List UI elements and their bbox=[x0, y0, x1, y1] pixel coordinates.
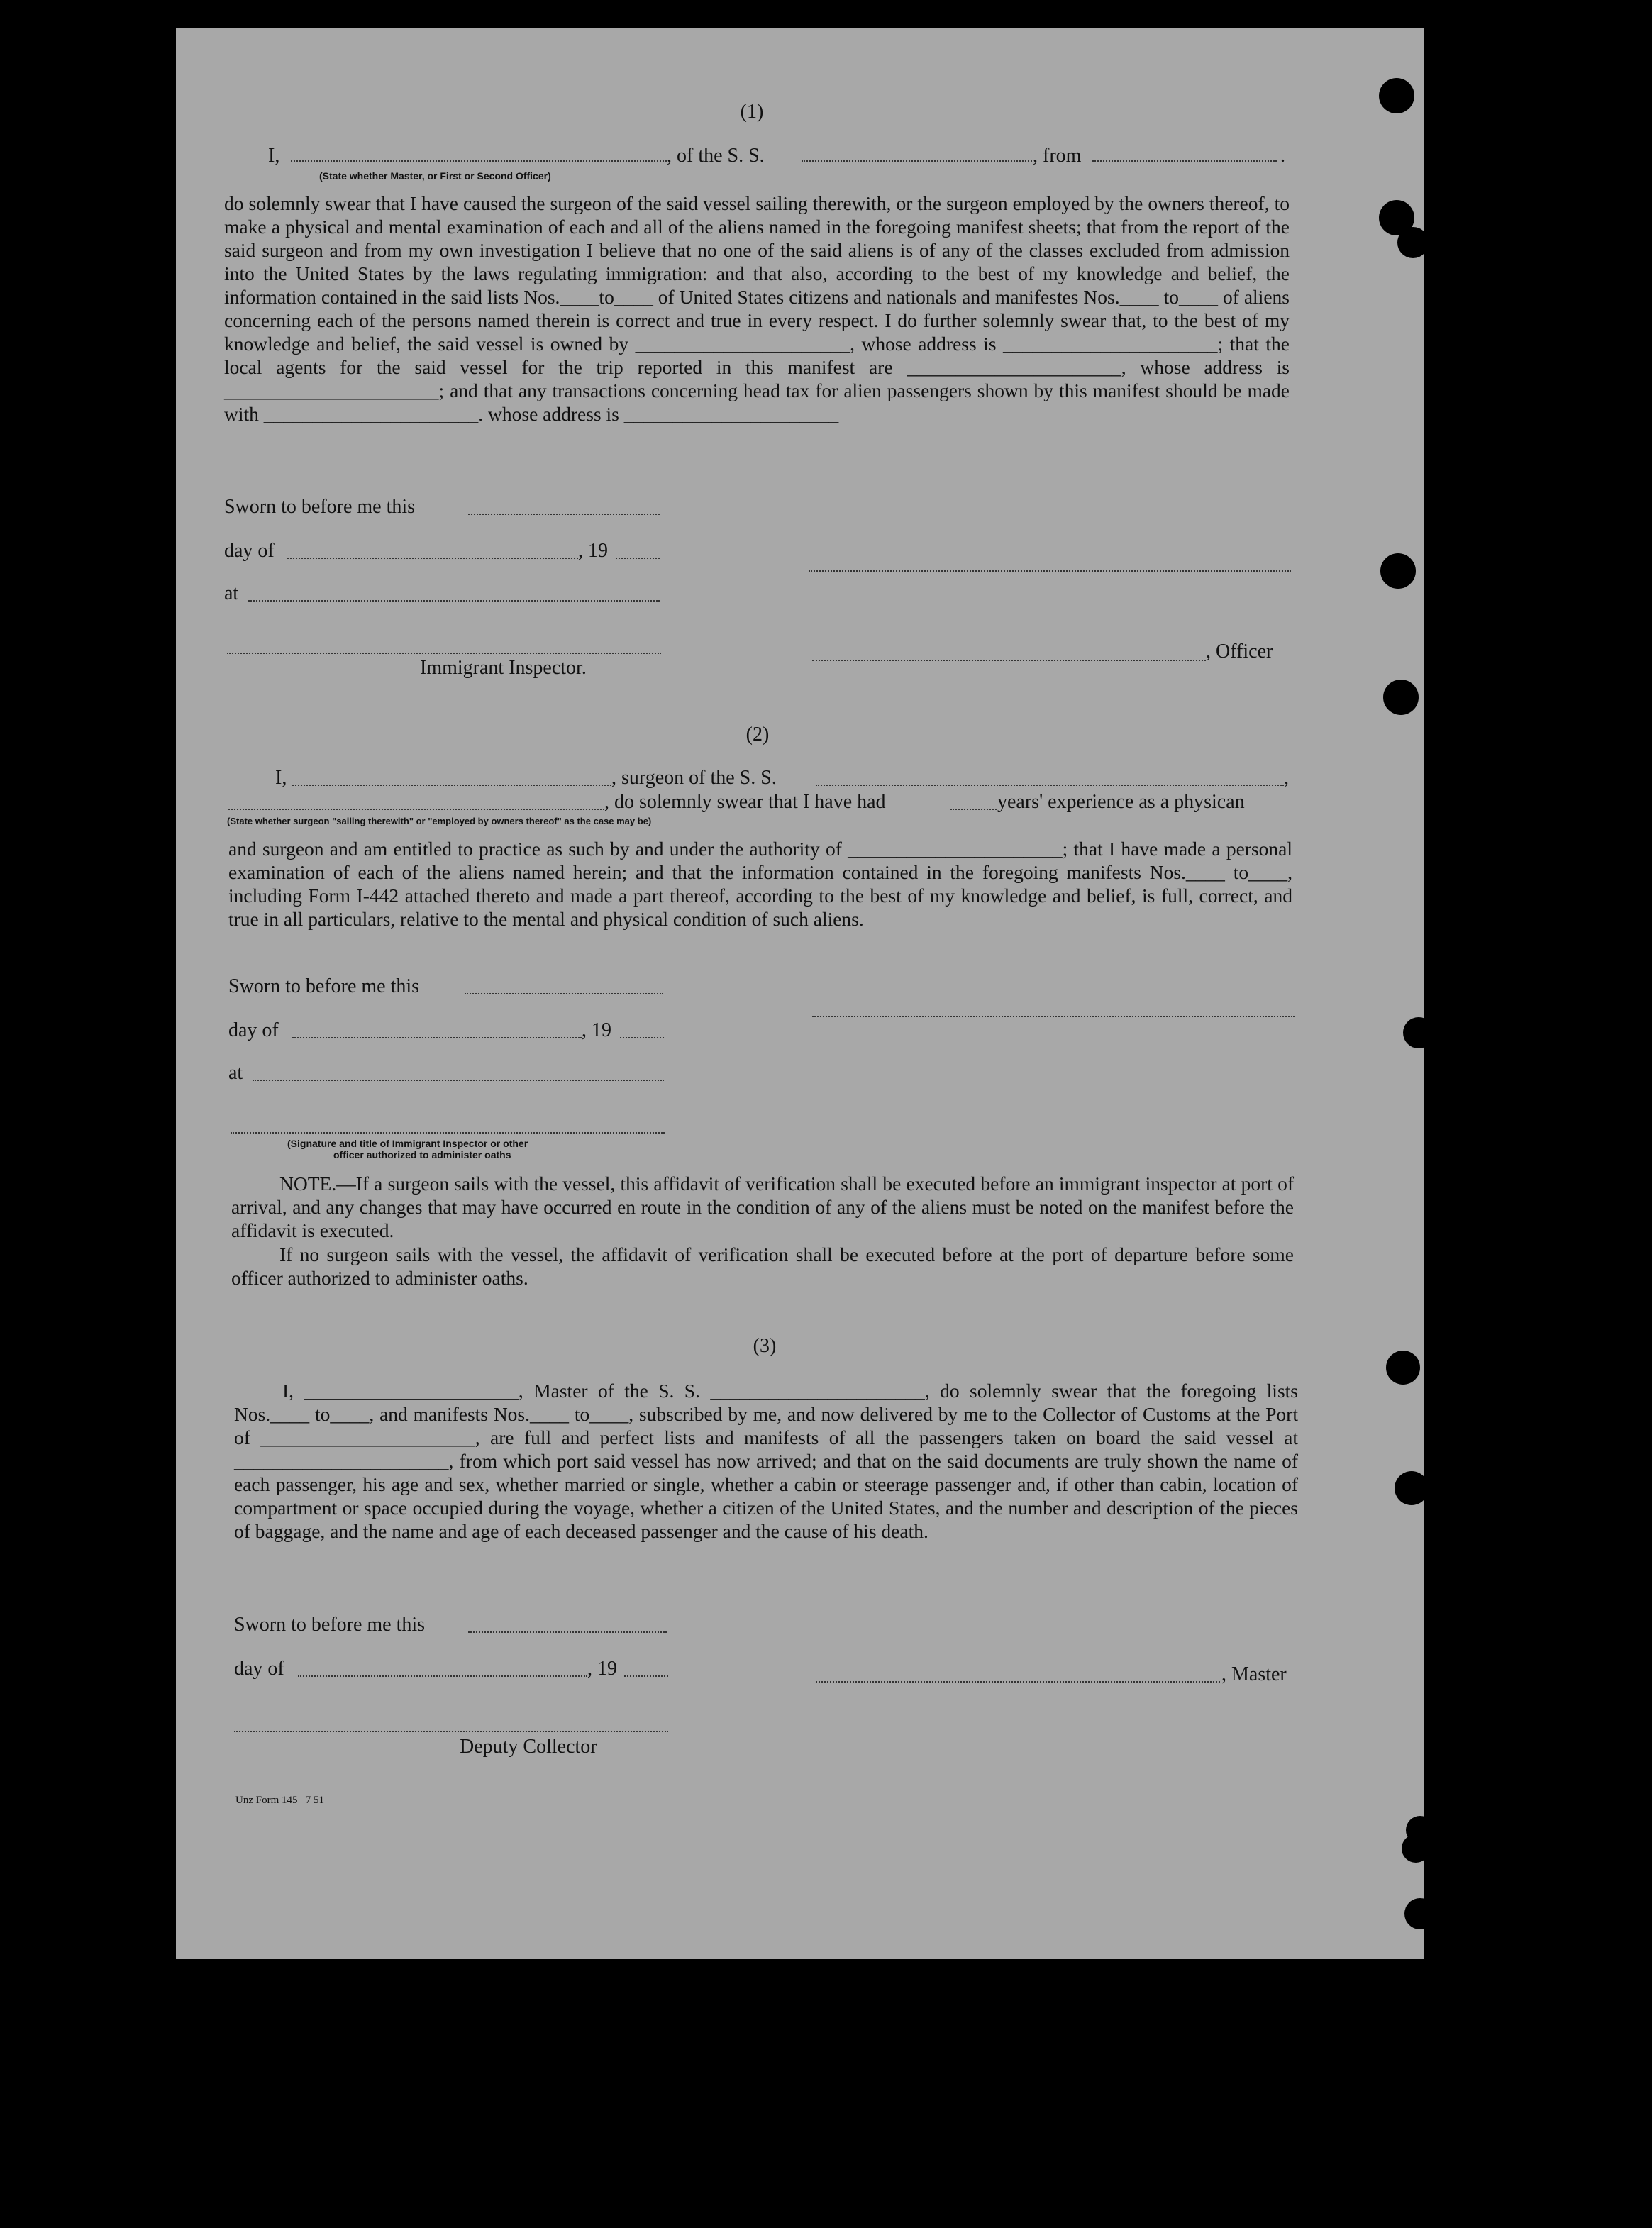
s1-inspector-label: Immigrant Inspector. bbox=[420, 657, 587, 679]
s2-note-1: NOTE.—If a surgeon sails with the vessel, this affidavit of verification shall be executed before an immigrant inspector at port of arrival, and any changes that may have occurred en route in the condition of any of the aliens must be noted on the manifest before the affidavit is executed. bbox=[231, 1173, 1294, 1241]
punch-hole bbox=[1403, 1017, 1434, 1048]
s1-from-label: , from bbox=[1033, 145, 1082, 167]
s1-officer-note: (State whether Master, or First or Second Officer) bbox=[319, 170, 551, 182]
punch-hole bbox=[1379, 78, 1414, 113]
punch-hole bbox=[1395, 1471, 1429, 1505]
form-id: Unz Form 145 7 51 bbox=[235, 1795, 324, 1806]
s2-solemnly-label: , do solemnly swear that I have had bbox=[604, 791, 886, 813]
s2-day-of-label: day of bbox=[228, 1019, 279, 1041]
s3-oath-body: I, ______________________, Master of the S. S. ______________________, do solemnly swear that the foregoing lists Nos.____ to____, and manifests Nos.____ to____, subscribed by me, and now delivered by me to the Collector of Customs at the Port of ______________________, are full and perfect lists and manifests of all the passengers taken on board the said vessel at ______________________, from which port said vessel has now arrived; and that on the said documents are truly shown the name of each passenger, his age and sex, whether married or single, whether a cabin or steerage passenger and, if other than cabin, location of compartment or space occupied during the voyage, whether a citizen of the United States, and the number and description of the pieces of baggage, and the name and age of each deceased passenger and the cause of his death. bbox=[234, 1380, 1298, 1542]
s2-signature-note-2: officer authorized to administer oaths bbox=[333, 1149, 511, 1160]
s1-at-label: at bbox=[224, 582, 239, 604]
s3-collector-label: Deputy Collector bbox=[460, 1736, 597, 1758]
s1-year-label: , 19 bbox=[578, 540, 608, 562]
s1-i-label: I, bbox=[268, 145, 280, 167]
punch-hole bbox=[1404, 1898, 1436, 1929]
s2-note-2: If no surgeon sails with the vessel, the affidavit of verification shall be executed before at the port of departure before some officer authorized to administer oaths. bbox=[231, 1243, 1294, 1289]
s2-oath-body: and surgeon and am entitled to practice as such by and under the authority of ______________________; that I have made a personal examination of each of the aliens named herein; and that the information contained in the foregoing manifests Nos.____ to____, including Form I-442 attached thereto and made a part thereof, according to the best of my knowledge and belief, is full, correct, and true in all particulars, relative to the mental and physical condition of such aliens. bbox=[228, 838, 1292, 930]
s2-sworn-label: Sworn to before me this bbox=[228, 975, 420, 997]
s3-sworn-label: Sworn to before me this bbox=[234, 1614, 426, 1636]
s1-day-of-label: day of bbox=[224, 540, 275, 562]
section-1-number: (1) bbox=[740, 101, 764, 123]
s2-surgeon-note: (State whether surgeon "sailing therewith" or "employed by owners thereof" as the case may be) bbox=[227, 816, 652, 826]
s2-signature-note-1: (Signature and title of Immigrant Inspector or other bbox=[287, 1138, 528, 1149]
s2-i-label: I, bbox=[275, 767, 287, 789]
s2-year-label: , 19 bbox=[582, 1019, 611, 1041]
s3-year-label: , 19 bbox=[587, 1658, 617, 1680]
s1-oath-body: do solemnly swear that I have caused the surgeon of the said vessel sailing therewith, or the surgeon employed by the owners thereof, to make a physical and mental examination of each and all of the aliens named in the foregoing manifest sheets; that from the report of the said surgeon and from my own investigation I believe that no one of the said aliens is of any of the classes excluded from admission into the United States by the laws regulating immigration: and that also, according to the best of my knowledge and belief, the information contained in the said lists Nos.____to____ of United States citizens and nationals and manifestes Nos.____ to____ of aliens concerning each of the persons named therein is correct and true in every respect. I do further solemnly swear that, to the best of my knowledge and belief, the said vessel is owned by ______________________, whose address is ______________________; that the local agents for the said vessel for the trip reported in this manifest are ______________________, whose address is ______________________; and that any transactions concerning head tax for alien passengers shown by this manifest should be made with ______________________. whose address is ______________________ bbox=[224, 192, 1290, 425]
section-2-number: (2) bbox=[745, 724, 770, 746]
s3-day-of-label: day of bbox=[234, 1658, 284, 1680]
s1-of-ss-label: , of the S. S. bbox=[667, 145, 765, 167]
s3-master-label: , Master bbox=[1221, 1663, 1287, 1685]
s1-officer-label: , Officer bbox=[1206, 641, 1273, 663]
punch-hole bbox=[1380, 553, 1416, 589]
s2-years-label: years' experience as a physican bbox=[997, 791, 1245, 813]
punch-hole bbox=[1402, 1834, 1430, 1863]
section-3-number: (3) bbox=[753, 1335, 777, 1357]
punch-hole bbox=[1397, 227, 1429, 258]
s2-surgeon-label: , surgeon of the S. S. bbox=[611, 767, 777, 789]
s1-sworn-label: Sworn to before me this bbox=[224, 496, 416, 518]
s2-at-label: at bbox=[228, 1062, 243, 1084]
punch-hole bbox=[1383, 680, 1419, 715]
punch-hole bbox=[1386, 1351, 1420, 1385]
